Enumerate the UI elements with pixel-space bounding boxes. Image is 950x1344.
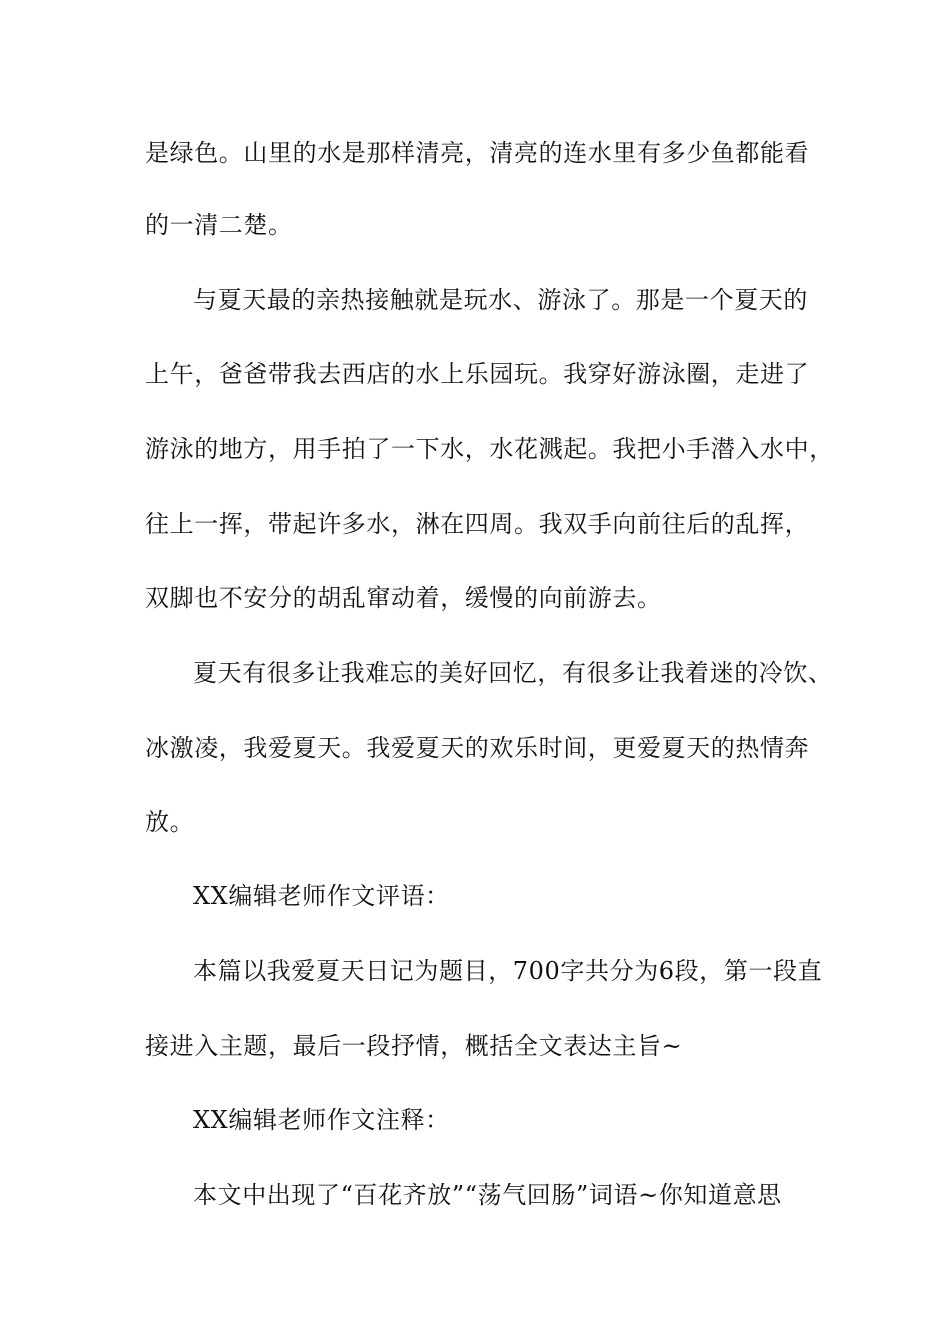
paragraph-start-line: 与夏天最的亲热接触就是玩水、游泳了。那是一个夏天的 — [193, 286, 808, 314]
text-line: 接进入主题，最后一段抒情，概括全文表达主旨~ — [145, 1032, 683, 1060]
text-line: 游泳的地方，用手拍了一下水，水花溅起。我把小手潜入水中， — [145, 435, 834, 463]
text-line: 往上一挥，带起许多水，淋在四周。我双手向前往后的乱挥， — [145, 510, 810, 538]
annotation-heading: XX编辑老师作文注释： — [193, 1106, 450, 1134]
text-line: 的一清二楚。 — [145, 211, 293, 239]
text-line: 是绿色。山里的水是那样清亮，清亮的连水里有多少鱼都能看 — [145, 139, 810, 167]
text-line: 冰激凌，我爱夏天。我爱夏天的欢乐时间，更爱夏天的热情奔 — [145, 734, 810, 762]
paragraph-start-line: 本文中出现了“百花齐放”“荡气回肠”词语~你知道意思 — [193, 1181, 782, 1209]
comment-heading: XX编辑老师作文评语： — [193, 882, 450, 910]
paragraph-start-line: 本篇以我爱夏天日记为题目，700字共分为6段，第一段直 — [193, 957, 823, 985]
text-line: 放。 — [145, 808, 195, 836]
text-line: 双脚也不安分的胡乱窜动着，缓慢的向前游去。 — [145, 584, 662, 612]
paragraph-start-line: 夏天有很多让我难忘的美好回忆，有很多让我着迷的冷饮、 — [193, 659, 833, 687]
text-line: 上午，爸爸带我去西店的水上乐园玩。我穿好游泳圈，走进了 — [145, 360, 810, 388]
